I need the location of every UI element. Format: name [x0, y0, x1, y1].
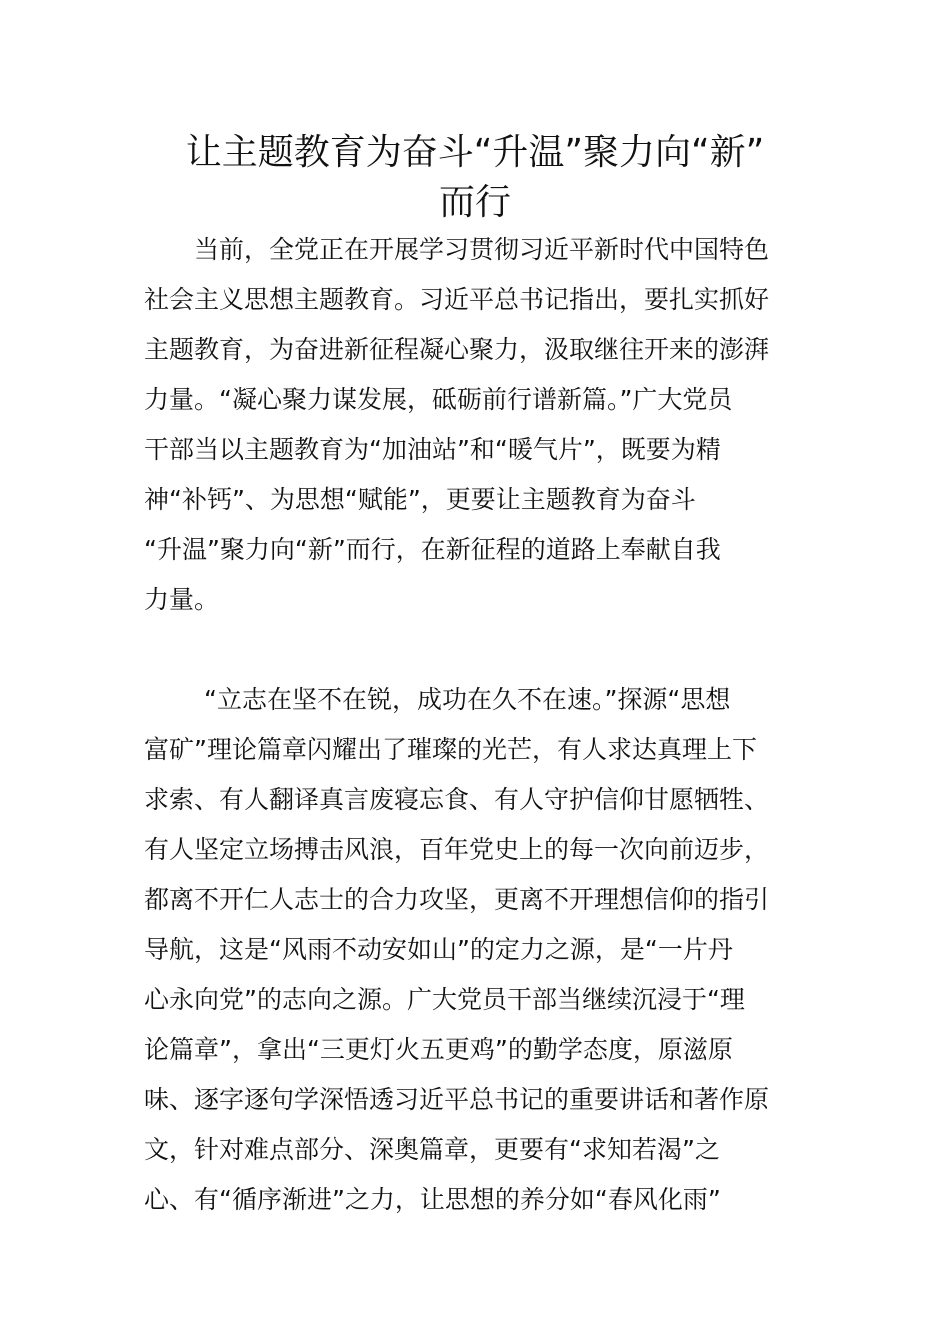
paragraph-1-line-5: 干部当以主题教育为“加油站”和“暖气片”，既要为精: [144, 435, 721, 464]
paragraph-1-line-6: 神“补钙”、为思想“赋能”，更要让主题教育为奋斗: [144, 485, 696, 514]
document-title-line-1: 让主题教育为奋斗“升温”聚力向“新”: [185, 132, 765, 173]
paragraph-2-line-10: 文，针对难点部分、深奥篇章，更要有“求知若渴”之: [144, 1135, 720, 1164]
document-title-line-2: 而行: [438, 182, 511, 223]
paragraph-2-line-9: 味、逐字逐句学深悟透习近平总书记的重要讲话和著作原: [144, 1085, 770, 1114]
paragraph-1-line-7: “升温”聚力向“新”而行，在新征程的道路上奉献自我: [144, 535, 721, 564]
paragraph-1-line-3: 主题教育，为奋进新征程凝心聚力，汲取继往开来的澎湃: [144, 335, 770, 364]
paragraph-1-line-1: 当前，全党正在开展学习贯彻习近平新时代中国特色: [194, 235, 770, 264]
paragraph-1-line-8: 力量。: [144, 585, 220, 614]
paragraph-2-line-8: 论篇章”，拿出“三更灯火五更鸡”的勤学态度，原滋原: [144, 1035, 733, 1064]
paragraph-1-line-2: 社会主义思想主题教育。习近平总书记指出，要扎实抓好: [144, 285, 770, 314]
paragraph-2-line-6: 导航，这是“风雨不动安如山”的定力之源，是“一片丹: [144, 935, 733, 964]
paragraph-2-line-4: 有人坚定立场搏击风浪，百年党史上的每一次向前迈步，: [144, 835, 770, 864]
paragraph-2-line-1: “立志在坚不在锐，成功在久不在速。”探源“思想: [204, 685, 731, 714]
paragraph-2-line-11: 心、有“循序渐进”之力，让思想的养分如“春风化雨”: [144, 1185, 721, 1214]
paragraph-2-line-2: 富矿”理论篇章闪耀出了璀璨的光芒，有人求达真理上下: [144, 735, 757, 764]
paragraph-2-line-3: 求索、有人翻译真言废寝忘食、有人守护信仰甘愿牺牲、: [144, 785, 770, 814]
paragraph-1-line-4: 力量。“凝心聚力谋发展，砥砺前行谱新篇。”广大党员: [144, 385, 733, 414]
paragraph-2-line-7: 心永向党”的志向之源。广大党员干部当继续沉浸于“理: [144, 985, 745, 1014]
paragraph-2-line-5: 都离不开仁人志士的合力攻坚，更离不开理想信仰的指引: [144, 885, 770, 914]
